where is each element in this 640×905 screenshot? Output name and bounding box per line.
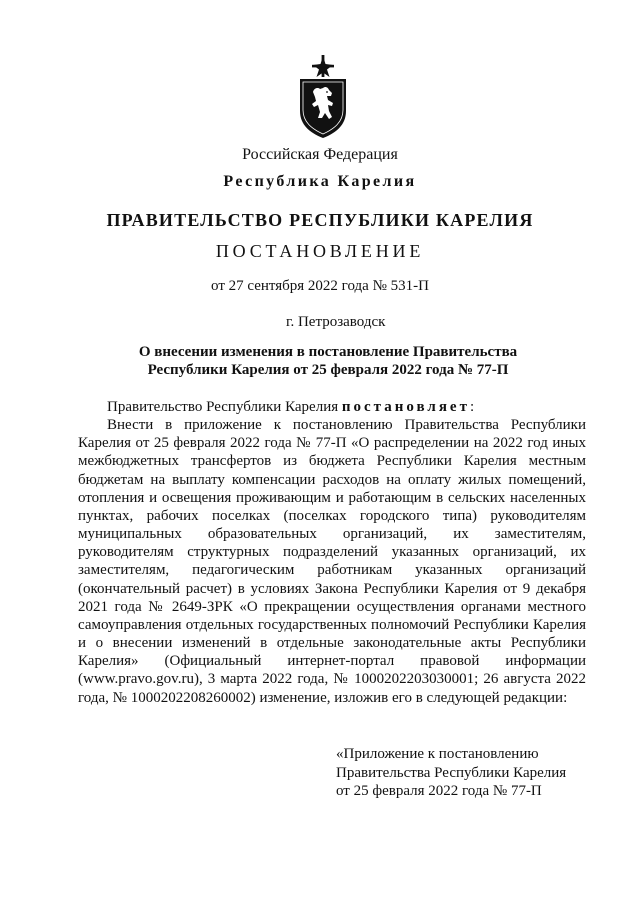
republic-name: Республика Карелия	[223, 173, 417, 190]
document-city: г. Петрозаводск	[286, 314, 386, 330]
document-date-number: от 27 сентября 2022 года № 531-П	[211, 278, 429, 294]
government-title: ПРАВИТЕЛЬСТВО РЕСПУБЛИКИ КАРЕЛИЯ	[106, 210, 534, 230]
appendix-header	[336, 745, 566, 801]
appendix-line: Правительства Республики Карелия	[336, 764, 567, 781]
intro-paragraph	[78, 398, 586, 416]
document-type: ПОСТАНОВЛЕНИЕ	[215, 241, 425, 261]
main-paragraph: Внести в приложение к постановлению Правительства Республики Карелия от 25 февраля 2022 года № 77-П «О распределении на 2022 год иных межбюджетных трансфертов из бюджета Республики Карелия местным бюджетам на выплату компенсации расходов на оплату жилых помещений, отопления и освещения проживающим и работающим в сельских населенных пунктах, рабочих поселках (поселках городского типа) руководителям муниципальных образовательных организаций, их заместителям, руководителям структурных подразделений указанных организаций, их заместителям, педагогическим работникам указанных организаций (окончательный расчет) в условиях Закона Республики Карелия от 9 декабря 2021 года № 2649-ЗРК «О прекращении осуществления органами местного самоуправления отдельных государственных полномочий Республики Карелия и о внесении изменений в отдельные законодательные акты Республики Карелия» (Официальный интернет-портал правовой информации (www.pravo.gov.ru), 3 марта 2022 года, № 1000202203030001; 26 августа 2022 года, № 1000202208260002) изменение, изложив его в следующей редакции:	[78, 417, 586, 706]
document-subject	[100, 343, 556, 379]
document-body	[78, 398, 586, 707]
intro-colon: :	[469, 399, 475, 415]
appendix-line: «Приложение к постановлению	[336, 746, 539, 762]
subject-line: О внесении изменения в постановление Правительства	[138, 344, 518, 360]
decree-keyword: постановляет	[341, 399, 470, 415]
appendix-line: от 25 февраля 2022 года № 77-П	[336, 783, 542, 799]
subject-line: Республики Карелия от 25 февраля 2022 года № 77-П	[147, 362, 509, 378]
intro-text: Правительство Республики Карелия	[107, 399, 342, 415]
country-name: Российская Федерация	[242, 146, 398, 163]
karelia-coat-of-arms-icon	[296, 55, 350, 139]
